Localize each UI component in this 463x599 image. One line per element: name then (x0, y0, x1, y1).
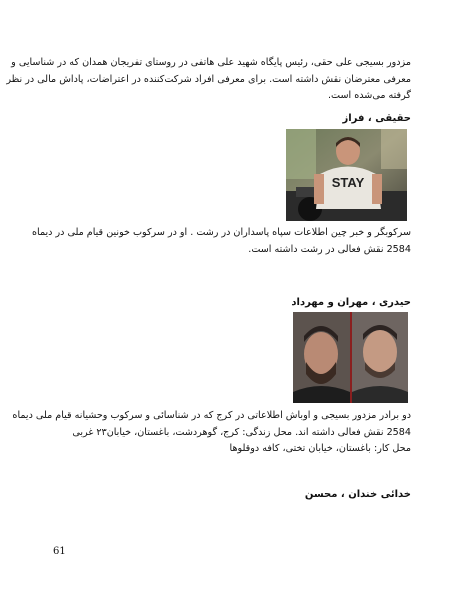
shirt-text: STAY (331, 175, 365, 190)
paragraph-3-line-3: محل کار: باغستان، خیابان تختی، کافه دوقلوها (229, 443, 411, 454)
paragraph-1-line-3: گرفته می‌شده است. (328, 90, 411, 101)
paragraph-2 (32, 225, 411, 258)
photo-haghighi-faraz-image (286, 129, 407, 221)
photo-haghighi-faraz (286, 129, 407, 221)
heading-khodaei-khandan: خدائی خندان ، محسن (304, 489, 411, 500)
paragraph-1-line-1: مزدور بسیجی علی حقی، رئیس پایگاه شهید علی هاتفی در روستای تفریجان همدان که در شناسایی و (11, 57, 411, 68)
paragraph-2-line-1: سرکوبگر و خبر چین اطلاعات سپاه پاسداران در رشت . او در سرکوب خونین قیام ملی در دیماه (32, 227, 411, 238)
page-number: 61 (53, 546, 66, 557)
paragraph-3-line-2: 2584 نقش فعالی داشته اند. محل زندگی: کرج، گوهردشت، باغستان، خیابان۲۳ غربی (72, 426, 411, 438)
photo-heydari-image (293, 312, 408, 403)
paragraph-3 (12, 408, 411, 458)
heading-haghighi-faraz: حقیقی ، فراز (342, 113, 411, 124)
heading-heydari: حیدری ، مهران و مهرداد (291, 297, 411, 308)
photo-heydari-brothers (293, 312, 408, 403)
paragraph-3-line-1: دو برادر مزدور بسیجی و اوباش اطلاعاتی در کرج که در شناسائی و سرکوب وحشیانه قیام ملی دیماه (12, 410, 411, 421)
paragraph-2-line-2: 2584 نقش فعالی در رشت داشته است. (248, 243, 411, 255)
paragraph-1 (6, 55, 411, 105)
paragraph-1-line-2: معرفی معترضان نقش داشته است. برای معرفی افراد شرکت‌کننده در اعتراضات، پاداش مالی در نظر (6, 73, 411, 85)
